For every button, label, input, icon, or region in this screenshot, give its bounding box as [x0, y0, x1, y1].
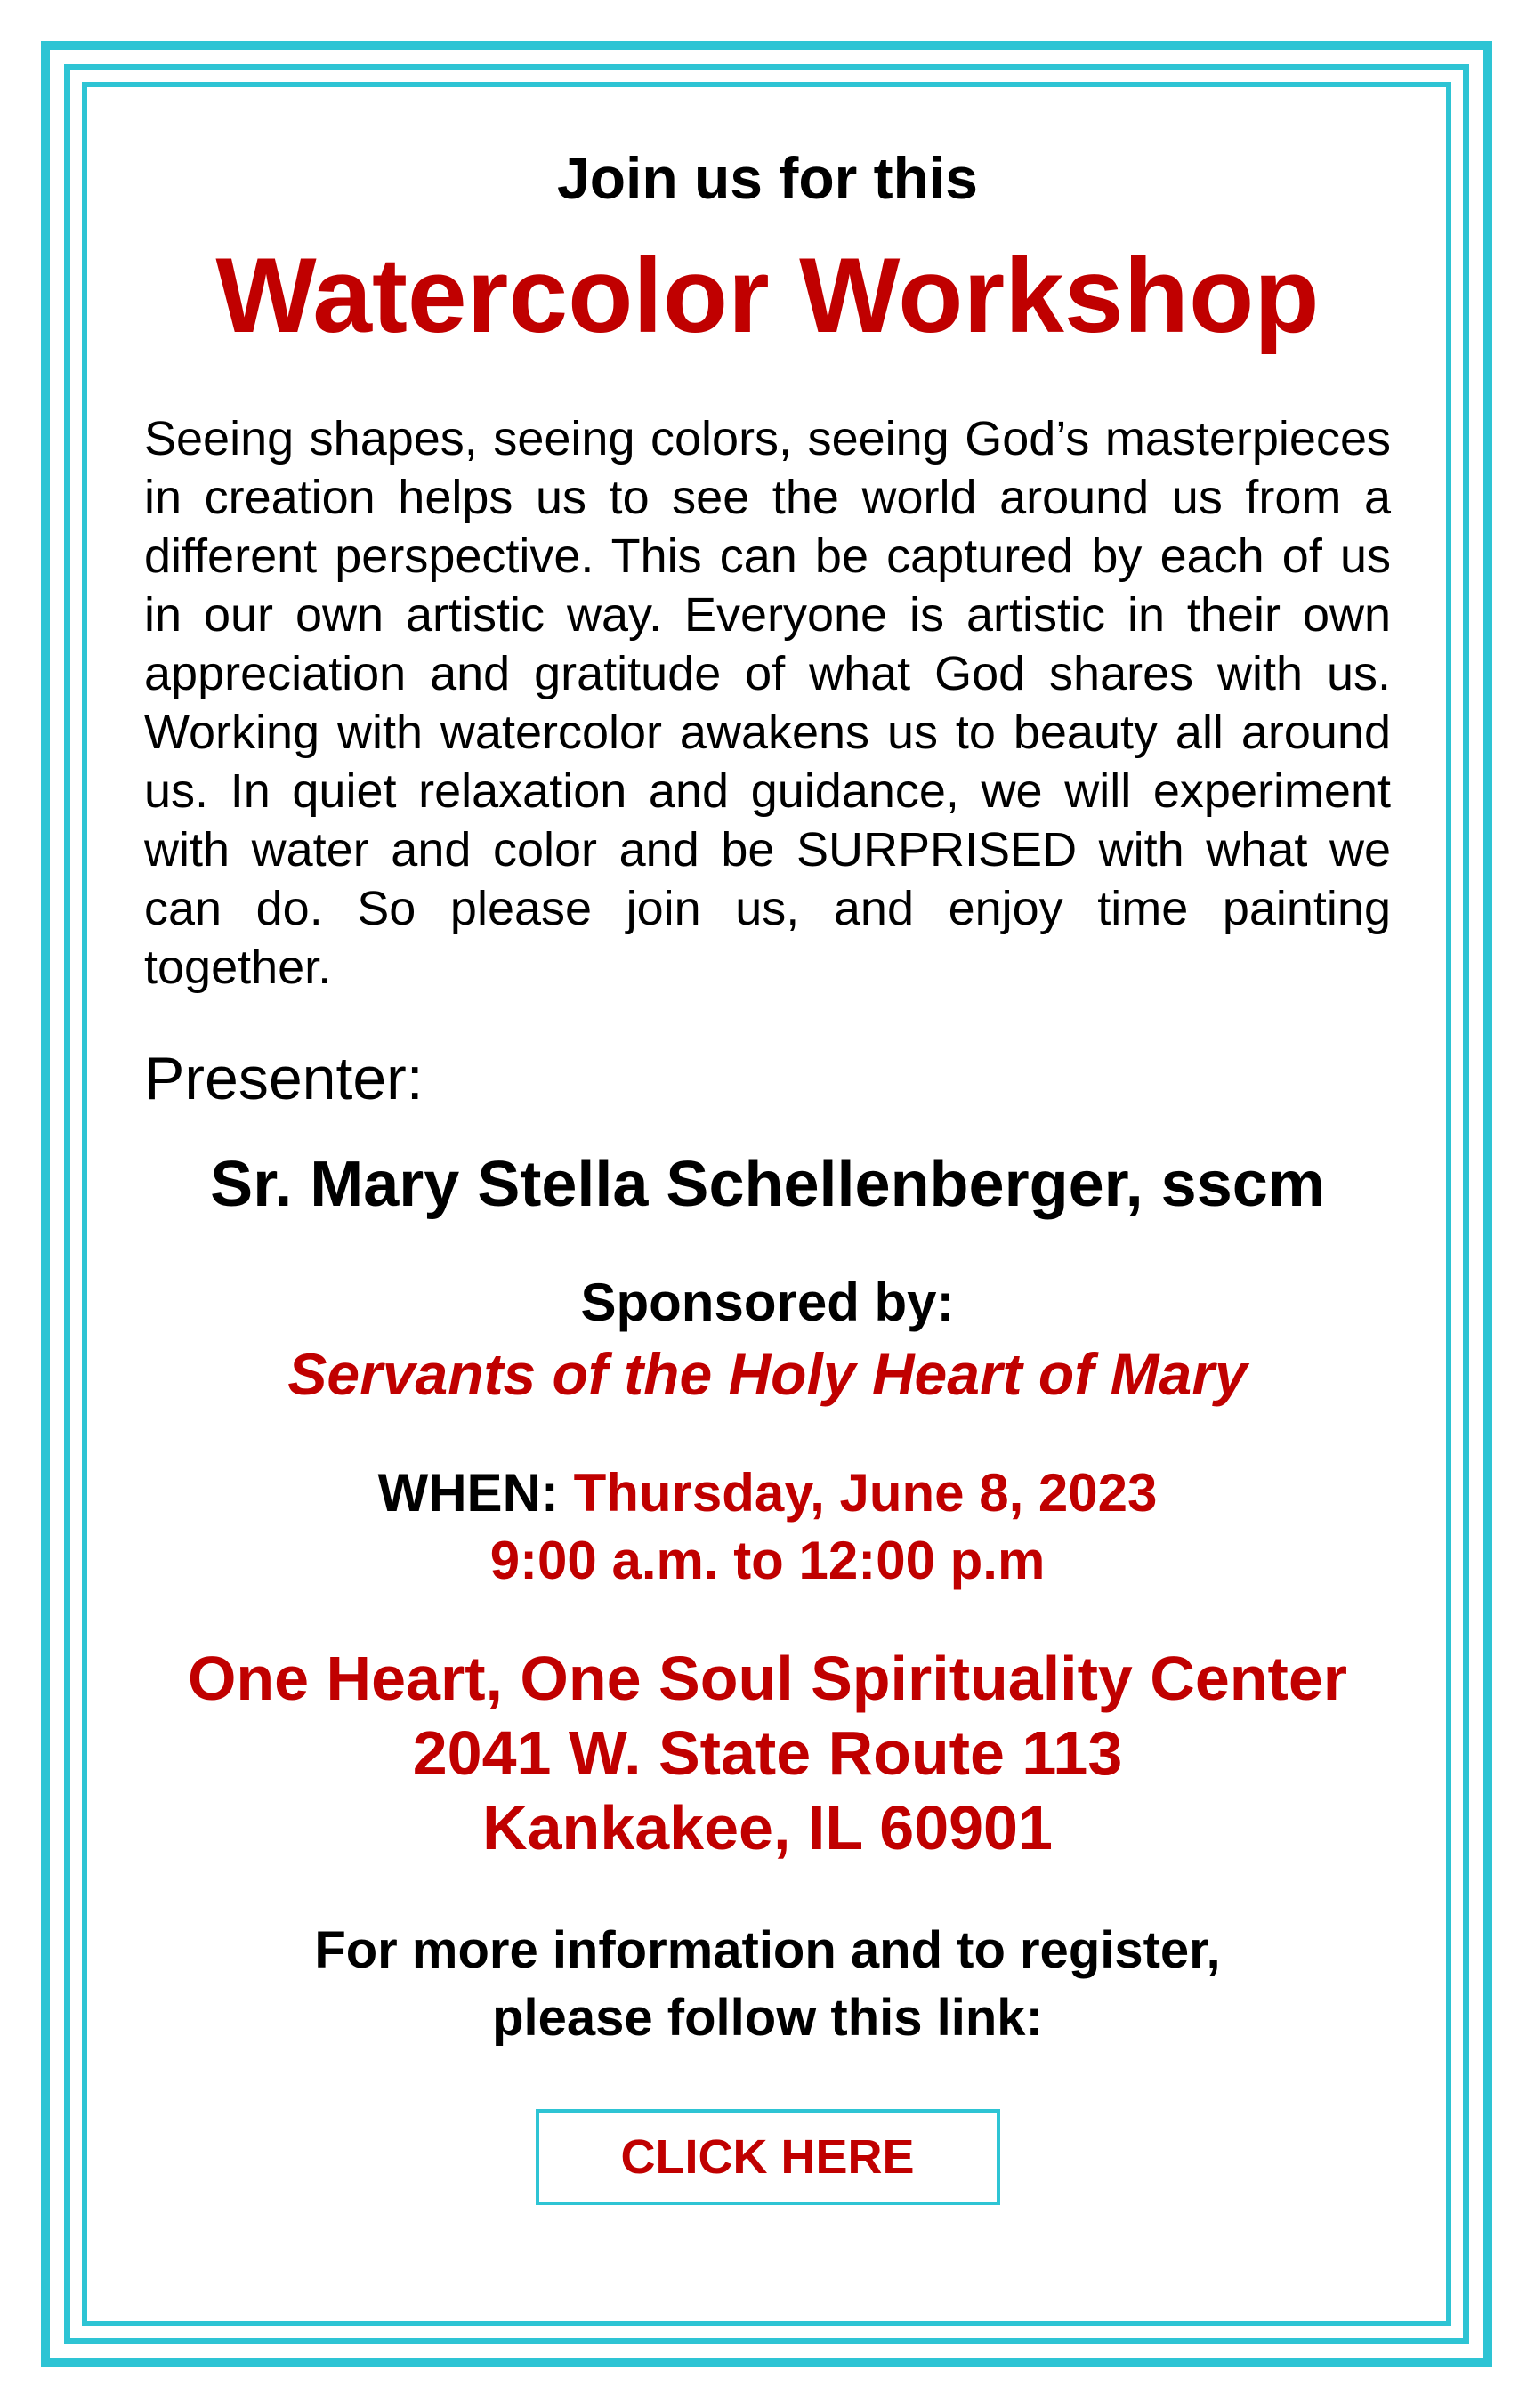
more-info-line-2: please follow this link:	[492, 1989, 1043, 2047]
flyer-content	[144, 142, 1391, 2205]
page-title: Watercolor Workshop	[215, 236, 1320, 355]
location-name: One Heart, One Soul Spirituality Center	[187, 1644, 1348, 1713]
event-when	[144, 1459, 1391, 1595]
presenter-name: Sr. Mary Stella Schellenberger, sscm	[210, 1149, 1325, 1220]
when-label: WHEN:	[377, 1463, 559, 1523]
event-location	[144, 1641, 1391, 1865]
location-street: 2041 W. State Route 113	[412, 1718, 1123, 1788]
cta-container	[144, 2109, 1391, 2205]
workshop-description: Seeing shapes, seeing colors, seeing God’s masterpieces in creation helps us to see the world around us from a different perspective. This can be captured by each of us in our own artistic way. Everyone is artistic in their own appreciation and gratitude of what God shares with us. Working with watercolor awakens us to beauty all around us. In quiet relaxation and guidance, we will experiment with water and color and be SURPRISED with what we can do. So please join us, and enjoy time painting together.	[144, 412, 1391, 994]
click-here-button[interactable]: CLICK HERE	[536, 2109, 1000, 2205]
more-info-text	[144, 1917, 1391, 2052]
sponsor-label: Sponsored by:	[580, 1273, 955, 1332]
event-date: Thursday, June 8, 2023	[573, 1463, 1158, 1523]
location-city: Kankakee, IL 60901	[482, 1793, 1053, 1863]
intro-heading: Join us for this	[556, 145, 979, 211]
sponsor-name: Servants of the Holy Heart of Mary	[287, 1341, 1248, 1407]
more-info-line-1: For more information and to register,	[314, 1921, 1221, 1979]
presenter-label: Presenter:	[144, 1045, 424, 1112]
event-time: 9:00 a.m. to 12:00 p.m	[489, 1531, 1046, 1590]
